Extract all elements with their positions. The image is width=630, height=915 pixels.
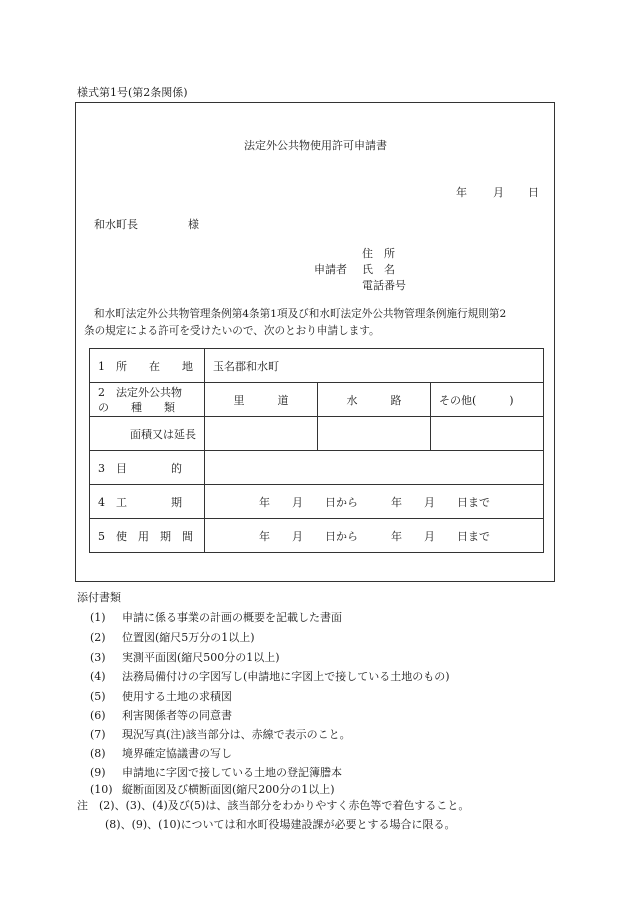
attachment-number: (2) (90, 631, 106, 644)
use-period-value: 年 月 日から 年 月 日まで (205, 519, 544, 553)
attachment-text: 利害関係者等の同意書 (122, 709, 232, 722)
attachment-text: 実測平面図(縮尺500分の1以上) (122, 651, 280, 664)
area-cell-other (431, 417, 544, 451)
applicant-name-label: 氏 名 (362, 263, 395, 276)
attachment-number: (6) (90, 709, 106, 722)
attachment-text: 境界確定協議書の写し (122, 747, 232, 760)
attachment-number: (1) (90, 611, 106, 624)
type-label-line-1: 2 法定外公共物 (98, 385, 182, 399)
applicant-phone-label: 電話番号 (362, 279, 406, 292)
attachment-text: 使用する土地の求積図 (122, 690, 232, 703)
type-option-waterway: 水 路 (318, 383, 431, 417)
attachment-number: (4) (90, 670, 106, 683)
type-option-road: 里 道 (205, 383, 318, 417)
addressee-name: 和水町長 (94, 218, 138, 231)
form-title: 法定外公共物使用許可申請書 (244, 139, 387, 152)
date-day: 日 (528, 186, 539, 199)
statement-line-2: 条の規定による許可を受けたいので、次のとおり申請します。 (84, 325, 380, 337)
area-cell-waterway (318, 417, 431, 451)
attachment-item (90, 649, 280, 665)
table-row-area (90, 417, 544, 451)
note-line-2: (8)、(9)、(10)については和水町役場建設課が必要とする場合に限る。 (105, 818, 456, 831)
attachment-number: (3) (90, 651, 106, 664)
attachment-number: (5) (90, 690, 106, 703)
attachment-item (90, 609, 342, 625)
type-label-line-2: の 種 類 (98, 400, 175, 414)
attachment-number: (7) (90, 728, 106, 741)
attachment-number: (10) (90, 783, 113, 796)
table-row-type (90, 383, 544, 417)
attachment-item (90, 745, 232, 761)
attachment-item (90, 781, 335, 797)
table-row-location (90, 349, 544, 383)
use-period-label: 5 使 用 期 間 (90, 519, 205, 553)
attachment-item (90, 668, 450, 684)
attachment-item (90, 764, 342, 780)
addressee-honorific: 様 (188, 218, 199, 231)
work-period-label: 4 工 期 (90, 485, 205, 519)
attachments-heading: 添付書類 (77, 591, 121, 604)
date-month: 月 (493, 186, 504, 199)
application-table (89, 348, 544, 553)
attachment-text: 法務局備付けの字図写し(申請地に字図上で接している土地のもの) (122, 670, 450, 683)
attachment-item (90, 688, 232, 704)
attachment-item (90, 726, 351, 742)
purpose-value (205, 451, 544, 485)
form-number: 様式第1号(第2条関係) (77, 86, 188, 99)
table-row-purpose (90, 451, 544, 485)
area-cell-road (205, 417, 318, 451)
attachment-text: 申請地に字図で接している土地の登記簿謄本 (122, 766, 342, 779)
note-line-1: 注 (2)、(3)、(4)及び(5)は、該当部分をわかりやすく赤色等で着色すること。 (77, 799, 470, 812)
attachment-text: 現況写真(注)該当部分は、赤線で表示のこと。 (122, 728, 351, 741)
type-option-other: その他( ) (431, 383, 544, 417)
applicant-address-label: 住 所 (362, 247, 395, 260)
statement-line-1: 和水町法定外公共物管理条例第4条第1項及び和水町法定外公共物管理条例施行規則第2 (94, 308, 507, 320)
table-row-work-period (90, 485, 544, 519)
type-label (90, 383, 205, 417)
area-label: 面積又は延長 (90, 417, 205, 451)
attachment-text: 位置図(縮尺5万分の1以上) (122, 631, 255, 644)
applicant-label: 申請者 (314, 263, 347, 276)
attachment-number: (9) (90, 766, 106, 779)
purpose-label: 3 目 的 (90, 451, 205, 485)
location-label: 1 所 在 地 (90, 349, 205, 383)
work-period-value: 年 月 日から 年 月 日まで (205, 485, 544, 519)
attachment-text: 申請に係る事業の計画の概要を記載した書面 (122, 611, 342, 624)
location-value: 玉名郡和水町 (205, 349, 544, 383)
attachment-text: 縦断面図及び横断面図(縮尺200分の1以上) (122, 783, 335, 796)
attachment-item (90, 629, 255, 645)
date-year: 年 (456, 186, 467, 199)
attachment-item (90, 707, 232, 723)
attachment-number: (8) (90, 747, 106, 760)
table-row-use-period (90, 519, 544, 553)
